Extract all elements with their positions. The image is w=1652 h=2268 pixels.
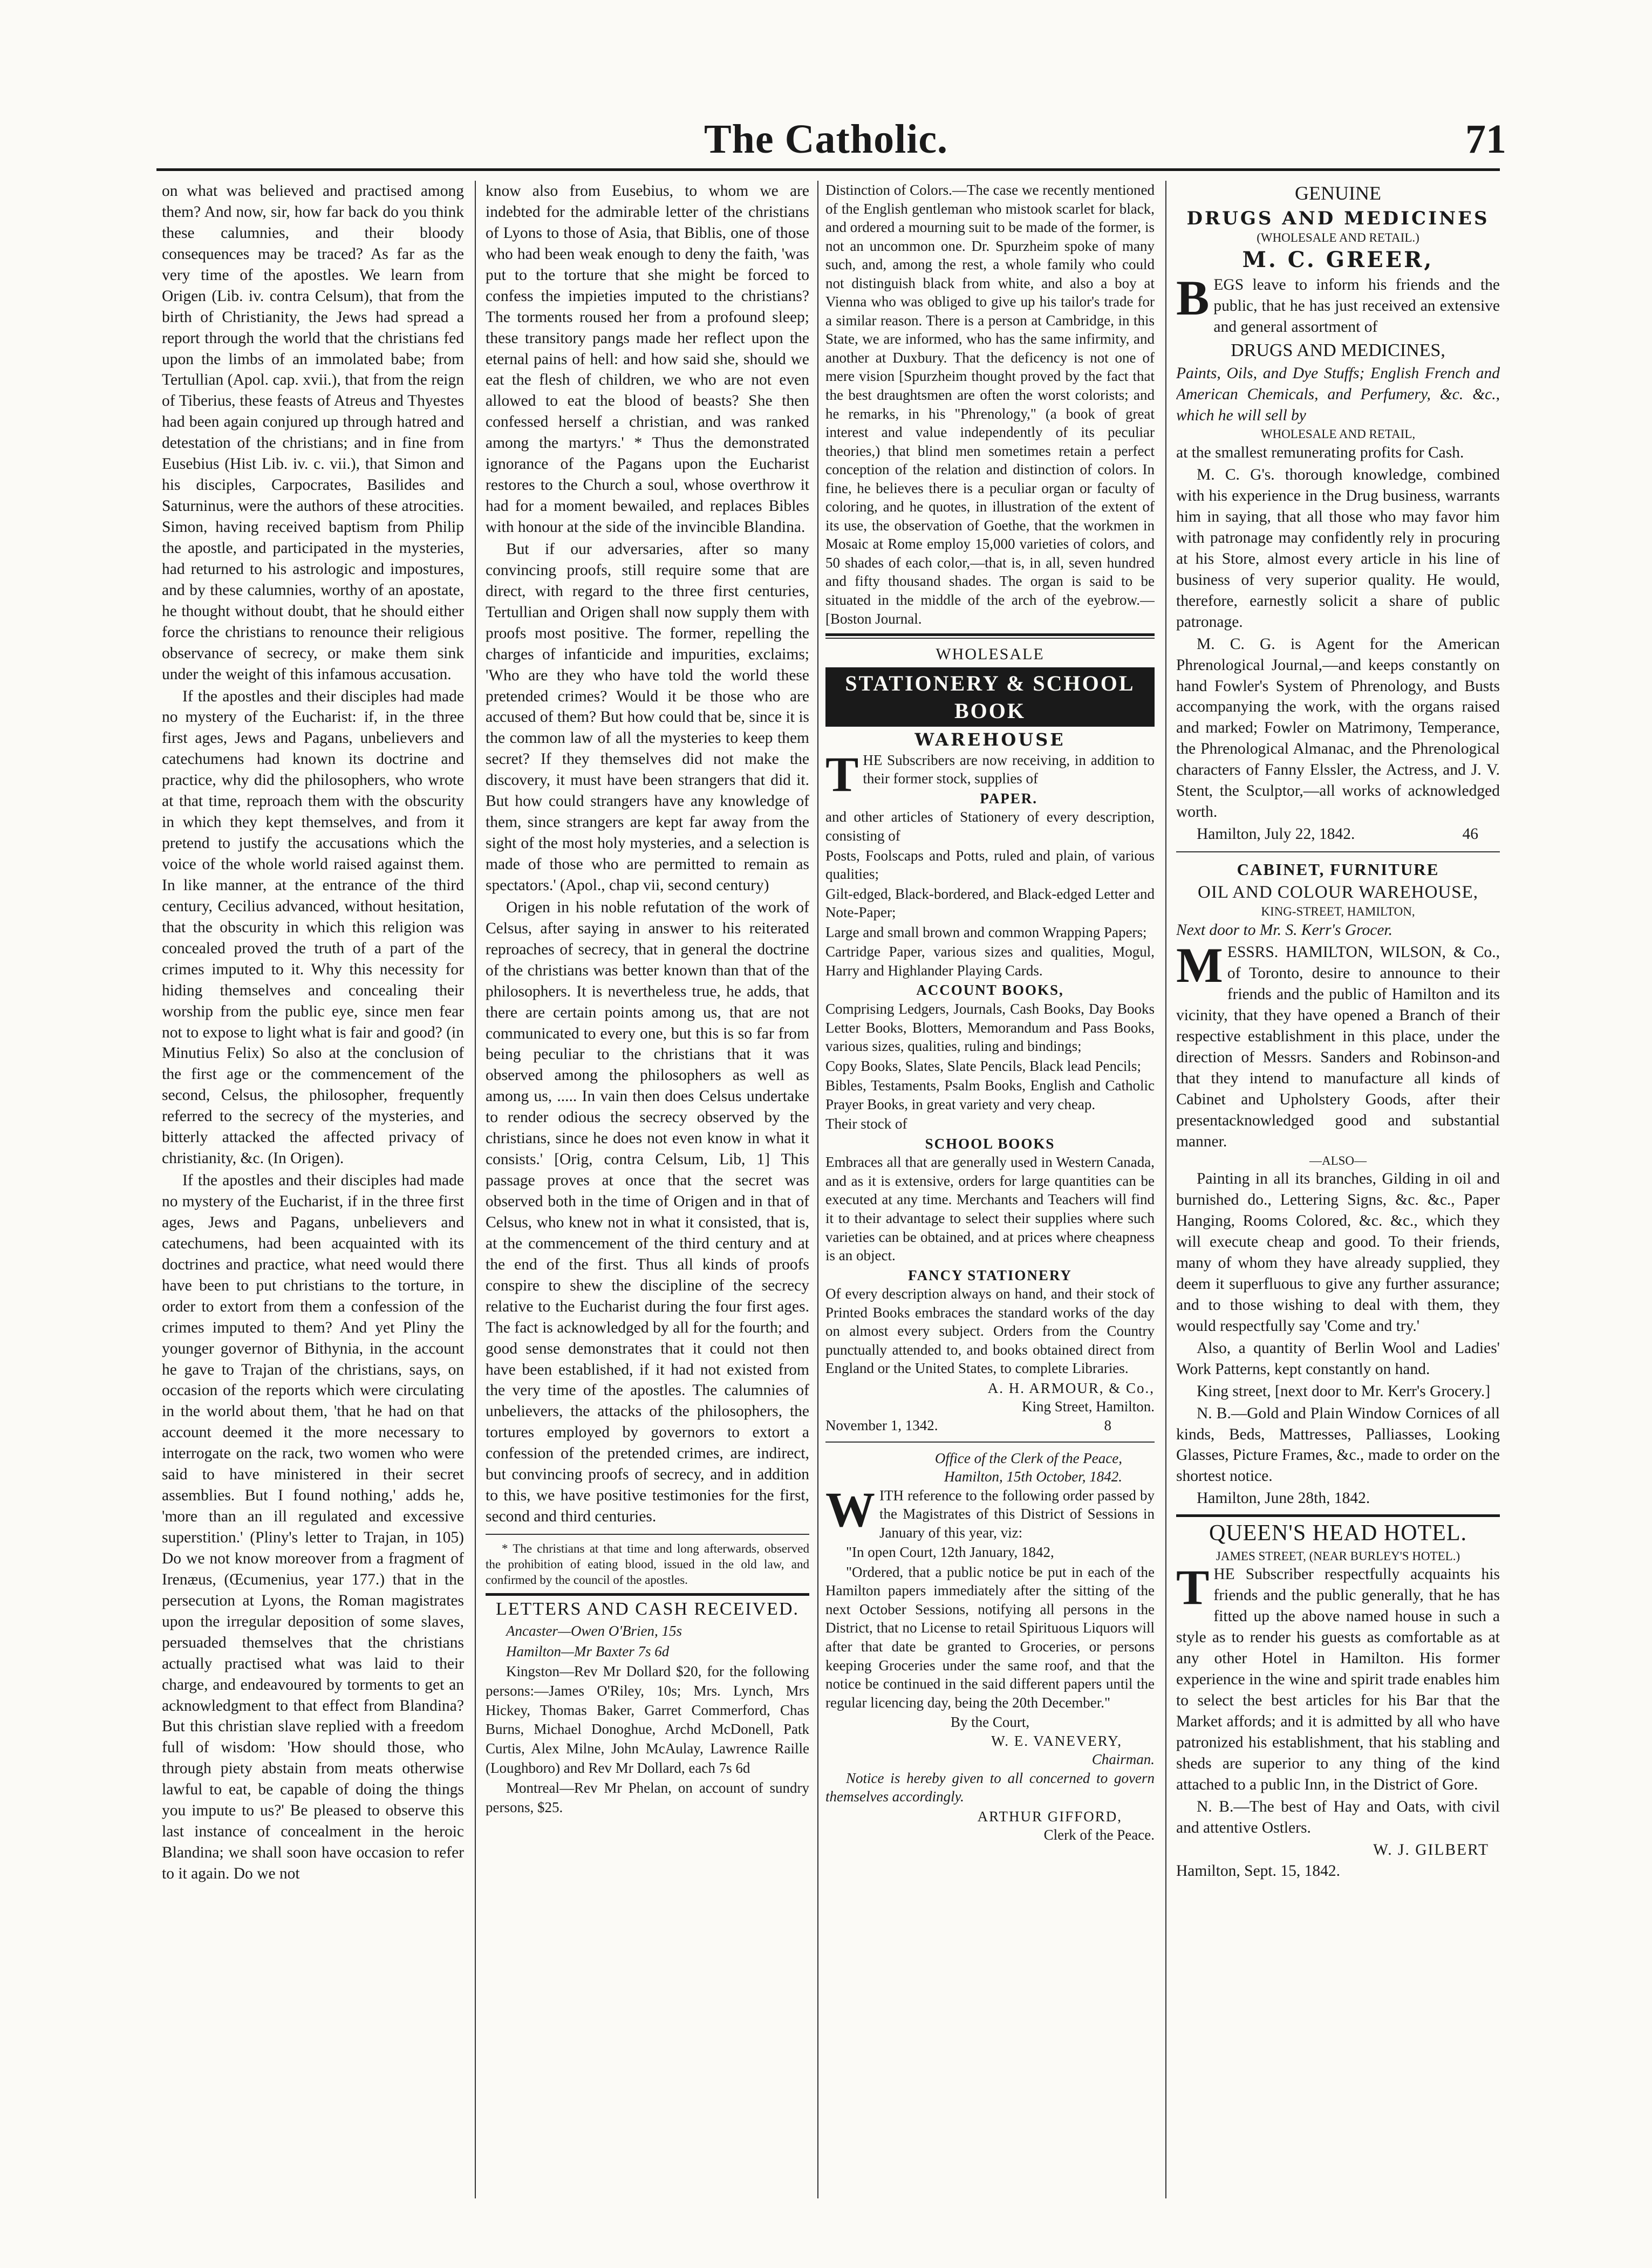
ad-text: BEGS leave to inform his friends and the public, that he has just received an extensive and general assortment of: [1176, 270, 1500, 336]
letters-heading: LETTERS AND CASH RECEIVED.: [496, 1599, 799, 1620]
notice-text: "In open Court, 12th January, 1842,: [846, 1544, 1054, 1561]
ad-wholesale: WHOLESALE AND RETAIL,: [1260, 427, 1416, 441]
ad-item: Bibles, Testaments, Psalm Books, English and Catholic Prayer Books, in great variety and very cheap.: [825, 1077, 1155, 1112]
column-divider: [817, 181, 818, 2198]
ad-number: 8: [1104, 1417, 1111, 1433]
ad-drugs-title: DRUGS AND MEDICINES: [1186, 207, 1490, 229]
ad-wholesale-retail: (WHOLESALE AND RETAIL.): [1257, 231, 1419, 245]
ad-intro: THE Subscribers are now receiving, in addition to their former stock, supplies of: [825, 746, 1155, 802]
divider: [825, 638, 1155, 639]
ad-date: November 1, 1342.: [825, 1417, 938, 1433]
column-3: [825, 181, 1155, 2188]
ad-date: Hamilton, Sept. 15, 1842.: [1176, 1862, 1341, 1880]
divider: [1176, 1514, 1500, 1517]
ad-cabinet: CABINET, FURNITURE: [1237, 860, 1439, 879]
furniture-advertisement: [1176, 859, 1500, 1509]
clerk-notice: [825, 1449, 1155, 1845]
ad-text: Painting in all its branches, Gilding in oil and burnished do., Lettering Signs, &c. &c., Paper Hanging, Rooms Colored, &c. &c., which they will execute cheap and good. To their friends, many of whom they have already supplied, they deem it superfluous to give any further assurance; and to those wishing to deal with them, they would respectfully say 'Come and try.': [1176, 1170, 1500, 1335]
paper-title: The Catholic.: [704, 117, 948, 162]
ad-paper-line: and other articles of Stationery of every description, consisting of: [825, 809, 1155, 844]
letters-entry: Kingston—Rev Mr Dollard $20, for the following persons:—James O'Riley, 10s; Mrs. Lynch, Mrs Hickey, Thomas Baker, Garret Commerford, Chas Burns, Michael Donoghue, Archd McDonell, Patk Curtis, Alex Milne, John McAulay, Lawrence Raille (Loughboro) and Rev Mr Dollard, each 7s 6d: [486, 1663, 809, 1776]
hotel-advertisement: [1176, 1519, 1500, 1881]
ad-item: Their stock of: [825, 1116, 907, 1132]
notice-role: Chairman.: [1091, 1751, 1155, 1768]
ad-item: Comprising Ledgers, Journals, Cash Books, Day Books Letter Books, Blotters, Memorandum and Pass Books, various sizes, qualities, ruling and bindings;: [825, 1000, 1155, 1055]
article-paragraph: know also from Eusebius, to whom we are indebted for the admirable letter of the christians of Lyons to those of Asia, that Biblis, one of those who had been weak enough to deny the faith, 'was put to the torture that she might be forced to confess the impieties imputed to the christians? The torments roused her from a profound sleep; these transitory pangs made her reflect upon the eternal pains of hell: and how said she, should we eat the flesh of children, we who are not even allowed to eat the blood of beasts? She then confessed herself a christian, and was ranked among the martyrs.' * Thus the demonstrated ignorance of the Pagans upon the Eucharist restores to the Church a soul, whose overthrow it had for a moment bewailed, and replaces Bibles with honour at the side of the invincible Blandina.: [486, 182, 809, 536]
divider: [1176, 851, 1500, 852]
article-paragraph: Origen in his noble refutation of the work of Celsus, after saying in answer to his reiterated reproaches of secrecy, that in general the doctrine of the christians was better known than that of the philosophers. It is nevertheless true, he adds, that there are certain points among us, that are not communicated to every one, but this is so far from being peculiar to the christians that it was observed among the philosophers as well as among us, ..... In vain then does Celsus undertake to render odious the secrecy observed by the christians, since he does not even know in what it consists.' [Orig, contra Celsum, Lib, 1] This passage proves at once that the secret was observed both in the time of Origen and in that of Celsus, who knew not in what it consisted, that is, at the commencement of the third century and at the end of the first. Thus all kinds of proofs conspire to shew the discipline of the secrecy relative to the Eucharist during the four first ages. The fact is acknowledged by all for the fourth; and good sense demonstrates that it could not then have been established, if it had not existed from the very time of the apostles. The calumnies of unbelievers, the attacks of the philosophers, the tortures employed by governors to extort a confession of the pretended crimes, are indirect, but convincing proofs of secrecy, and in addition to this, we have positive testimonies for the first, second and third centuries.: [486, 898, 809, 1526]
ad-date: Hamilton, July 22, 1842.: [1197, 825, 1355, 843]
ad-text: MESSRS. HAMILTON, WILSON, & Co., of Toronto, desire to announce to their friends and the public of Hamilton and its vicinity, that they have opened a Branch of their respective establishment in this place, under the direction of Messrs. Sanders and Robinson-and that they intend to manufacture all kinds of Cabinet and Upholstery Goods, after their presentacknowledged good and substantial manner.: [1176, 938, 1500, 1150]
masthead: [0, 116, 1652, 162]
ad-address: King Street, Hamilton.: [1022, 1398, 1155, 1415]
ad-next-door: Next door to Mr. S. Kerr's Grocer.: [1176, 921, 1393, 939]
ad-paper: PAPER.: [980, 790, 1038, 807]
ad-fancy-text: Of every description always on hand, and their stock of Printed Books embraces the standard works of the day on almost every subject. Orders from the Country punctually attended to, and books obtained direct from England or the United States, to complete Libraries.: [825, 1286, 1155, 1377]
letters-entry: Ancaster—Owen O'Brien, 15s: [506, 1623, 682, 1639]
notice-clerk: ARTHUR GIFFORD,: [977, 1808, 1122, 1825]
page-number: 71: [1465, 117, 1506, 162]
ad-number: 46: [1462, 825, 1478, 843]
ad-warehouse: WAREHOUSE: [914, 729, 1066, 750]
notice-office: Office of the Clerk of the Peace,: [934, 1450, 1122, 1466]
ad-text: at the smallest remunerating profits for Cash.: [1176, 444, 1464, 462]
ad-text: King street, [next door to Mr. Kerr's Grocery.]: [1197, 1382, 1491, 1400]
article-paragraph: If the apostles and their disciples had made no mystery of the Eucharist, if in the three first ages, Jews and Pagans, unbelievers and catechumens, had been acquainted with its doctrines and practice, what need would there have been to put christians to the torture, in order to extort from them a confession of the crimes imputed to them? And yet Pliny the younger governor of Bithynia, in the account he gave to Trajan of the christians, says, on occasion of the reports which were circulating in the world about them, 'that he had on that account deemed it the more necessary to interrogate on the rack, two women who were said to have ministered in their secret assemblies. But I found nothing,' adds he, 'more than an ill regulated and excessive superstition.' (Pliny's letter to Trajan, in 105) Do we not know moreover from a fragment of Irenæus, (Œcumenius, year 177.) that in the persecution at Lyons, the Roman magistrates upon the irregular deposition of some slaves, persuaded themselves that the christians actually practised what was laid to their charge, and endeavoured by torments to get an acknowledgment to that effect from Blandina? But this christian slave replied with a freedom full of wisdom: 'How should those, who through piety abstain from meats otherwise lawful to eat, be capable of doing the things you impute to us?' Be pleased to observe this last instance of concealment in the heroic Blandina; we shall soon have occasion to refer to it again. Do we not: [162, 1172, 464, 1882]
ad-wholesale: WHOLESALE: [936, 645, 1045, 664]
ad-footer: [1176, 824, 1500, 845]
column-1-article: [162, 181, 464, 2188]
notice-text: "Ordered, that a public notice be put in each of the Hamilton papers immediately after the sitting of the next October Sessions, notifying all persons in the District, that no License to retail Spirituous Liquors will after that date be granted to Groceries, or persons keeping Groceries under the same roof, and that the notice be continued in the said different papers until the regular licencing day, being the 20th December.": [825, 1563, 1155, 1711]
ad-footer: [825, 1416, 1155, 1435]
article-paragraph: If the apostles and their disciples had made no mystery of the Eucharist: if, in the three first ages, Jews and Pagans, unbelievers and catechumens had known its doctrine and practice, why did the philosophers, who wrote at that time, reproach them with the obscurity in which they kept themselves, and from it pretend to justify the accusations which the voice of the whole world raised against them. In like manner, at the entrance of the third century, Cecilius advanced, without hesitation, that the obscurity in which this religion was concealed proved the truth of a part of the crimes imputed to it. Why this necessity for hiding themselves and concealing their worship from the public eye, since men fear not to expose to light what is fair and good? (in Minutius Felix) So also at the conclusion of the first age or the commencement of the second, Celsus, the philosopher, frequently referred to the secrecy of the mysteries, and bitterly attacked the affected privacy of christianity, &c. (In Origen).: [162, 687, 464, 1167]
divider: [486, 1534, 809, 1535]
notice-text: WITH reference to the following order passed by the Magistrates of this District of Sessions in January of this year, viz:: [825, 1481, 1155, 1541]
ad-text: M. C. G's. thorough knowledge, combined with his experience in the Drug business, warrants him in saying, that all those who may favor him with patronage may confidently rely in procuring at his Store, almost every article in his line of business of very superior quality. He would, therefore, earnestly solicit a share of public patronage.: [1176, 466, 1500, 631]
letters-entry: Montreal—Rev Mr Phelan, on account of sundry persons, $25.: [486, 1780, 809, 1815]
ad-genuine: GENUINE: [1295, 182, 1381, 204]
ad-king-street: KING-STREET, HAMILTON,: [1261, 905, 1415, 919]
ad-text: Also, a quantity of Berlin Wool and Ladies' Work Patterns, kept constantly on hand.: [1176, 1339, 1500, 1378]
ad-item: Cartridge Paper, various sizes and qualities, Mogul, Harry and Highlander Playing Cards.: [825, 944, 1155, 979]
notice-by: By the Court,: [950, 1714, 1030, 1731]
footnote: * The christians at that time and long afterwards, observed the prohibition of eating blood, issued in the old law, and confirmed by the council of the apostles.: [486, 1542, 809, 1587]
notice-instruction: Notice is hereby given to all concerned to govern themselves accordingly.: [825, 1770, 1155, 1805]
ad-text: N. B.—Gold and Plain Window Cornices of all kinds, Beds, Mattresses, Palliasses, Looking Glasses, Picture Frames, &c., made to order on the shortest notice.: [1176, 1404, 1500, 1485]
article-paragraph: But if our adversaries, after so many convincing proofs, still require some that are direct, with regard to the three first centuries, Tertullian and Origen shall now supply them with proofs most positive. The former, repelling the charges of infanticide and impurities, exclaims; 'Who are they who have told the world these pretended crimes? Would it be those who are accused of them? But how could that be, since it is the common law of all the mysteries to keep them secret? If they themselves did not make the discovery, it must have been strangers that did it. But how could strangers have any knowledge of them, since strangers are kept far away from the sight of the most holy mysteries, and a selection is made of those who are permitted to remain as spectators.' (Apol., chap vii, second century): [486, 540, 809, 894]
ad-hotel-name: QUEEN'S HEAD HOTEL.: [1209, 1521, 1467, 1546]
ad-signer: A. H. ARMOUR, & Co.,: [987, 1379, 1155, 1396]
ad-text: M. C. G. is Agent for the American Phrenological Journal,—and keeps constantly on hand Fowler's System of Phrenology, and Busts accompanying the work, with the organs raised and marked; Fowler on Matrimony, Temperance, the Phrenological Almanac, and the Phrenological characters of Fanny Elssler, the Actress, and J. V. Stent, the Sculptor,—all works of acknowledged worth.: [1176, 635, 1500, 821]
ad-also: —ALSO—: [1309, 1153, 1367, 1167]
ad-text: N. B.—The best of Hay and Oats, with civil and attentive Ostlers.: [1176, 1798, 1500, 1836]
masthead-rule: [156, 168, 1500, 171]
ad-school-books: SCHOOL BOOKS: [925, 1135, 1055, 1152]
ad-text: THE Subscriber respectfully acquaints his friends and the public generally, that he has fitted up the above named house in such a style as to render his guests as comfortable as at any other Hotel in Hamilton. His former experience in the wine and spirit trade enables him to select the best articles for his Bar that the Market affords; and it is admitted by all who have patronized his establishment, that his stabling and sheds are superior to any thing of the kind attached to a public Inn, in the District of Gore.: [1176, 1560, 1500, 1793]
ad-item: Large and small brown and common Wrapping Papers;: [825, 924, 1147, 940]
article-paragraph: on what was believed and practised among them? And now, sir, how far back do you think these calumnies, and their bloody consequences may be traced? As far as the very time of the apostles. We learn from Origen (Lib. iv. contra Celsum), that from the birth of Christianity, the Jews had spread a report through the world that the christians fed upon the limbs of an immolated babe; from Tertullian (Apol. cap. xvii.), that from the reign of Tiberius, these feasts of Atreus and Thyestes had been again conjured up through hatred and detestation of the christians; and in fine from Eusebius (Hist Lib. iv. c. vii.), that Simon and his disciples, Carpocrates, Basilides and Saturninus, were the authors of these atrocities. Simon, having received baptism from Philip the apostle, and participated in the mysteries, had returned to his astrologic and impostures, and by these calumnies, worthy of an apostate, he thought without doubt, that he should either force the christians to renounce their religious observance of secrecy, or make them sink under the weight of this infamous accusation.: [162, 182, 464, 683]
column-4: [1176, 181, 1500, 2188]
ad-drugs-medicines: DRUGS AND MEDICINES,: [1231, 340, 1445, 360]
ad-item: Copy Books, Slates, Slate Pencils, Black lead Pencils;: [825, 1057, 1141, 1074]
ad-date: Hamilton, June 28th, 1842.: [1197, 1490, 1370, 1507]
ad-account-books: ACCOUNT BOOKS,: [916, 982, 1064, 999]
ad-proprietor: M. C. GREER,: [1242, 247, 1434, 273]
ad-text: Paints, Oils, and Dye Stuffs; English French and American Chemicals, and Perfumery, &c. &c., which he will sell by: [1176, 364, 1500, 424]
ad-item: Posts, Foolscaps and Potts, ruled and plain, of various qualities;: [825, 847, 1155, 883]
drugs-advertisement: [1176, 181, 1500, 845]
ad-banner: STATIONERY & SCHOOL BOOK: [825, 667, 1155, 727]
notice-place-date: Hamilton, 15th October, 1842.: [944, 1468, 1122, 1485]
notice-clerk-role: Clerk of the Peace.: [1043, 1827, 1155, 1843]
column-2-article: [486, 181, 809, 2188]
divider: [825, 1442, 1155, 1443]
stationery-advertisement: [825, 644, 1155, 1434]
ad-item: Gilt-edged, Black-bordered, and Black-edged Letter and Note-Paper;: [825, 885, 1155, 921]
letters-entry: Hamilton—Mr Baxter 7s 6d: [506, 1643, 670, 1659]
divider: [486, 1593, 809, 1596]
ad-hotel-address: JAMES STREET, (NEAR BURLEY'S HOTEL.): [1216, 1549, 1460, 1563]
ad-signer: W. J. GILBERT: [1373, 1841, 1489, 1859]
ad-school-text: Embraces all that are generally used in Western Canada, and as it is extensive, orders for large quantities can be executed at any time. Merchants and Teachers will find it to their advantage to select their supplies where such varieties can be obtained, and at prices where cheapness is an object.: [825, 1154, 1155, 1264]
ad-oil-colour: OIL AND COLOUR WAREHOUSE,: [1198, 882, 1478, 902]
column-divider: [475, 181, 476, 2198]
notice-signer: W. E. VANEVERY,: [991, 1732, 1122, 1749]
ad-fancy-stationery: FANCY STATIONERY: [908, 1267, 1072, 1283]
divider: [825, 633, 1155, 636]
column-divider: [1165, 181, 1166, 2198]
colors-article: Distinction of Colors.—The case we recently mentioned of the English gentleman who mistook scarlet for black, and ordered a mourning suit to be made of the former, is not an uncommon one. Dr. Spurzheim spoke of many such, and, among the rest, a whole family who could not distinguish black from white, and also a boy at Vienna who was obliged to give up his tailor's trade for a similar reason. There is a person at Cambridge, in this State, we are informed, who has the same infirmity, and another at Duxbury. That the deficency is not one of mere vision [Spurzheim thought proved by the fact that the best draughtsmen are often the worst colorists; and he remarks, in his "Phrenology," (a book of great interest and value independently of its peculiar theories,) that blind men sometimes retain a perfect conception of the relation and distinction of colors. In fine, he believes there is a peculiar organ or faculty of coloring, and he quotes, in illustration of the extent of its use, the observation of Goethe, that the workmen in Mosaic at Rome employ 15,000 varieties of colors, and 50 shades of each color,—that is, in all, seven hundred and fifty thousand shades. The organ is said to be situated in the middle of the arch of the eyebrow.—[Boston Journal.: [825, 182, 1155, 627]
